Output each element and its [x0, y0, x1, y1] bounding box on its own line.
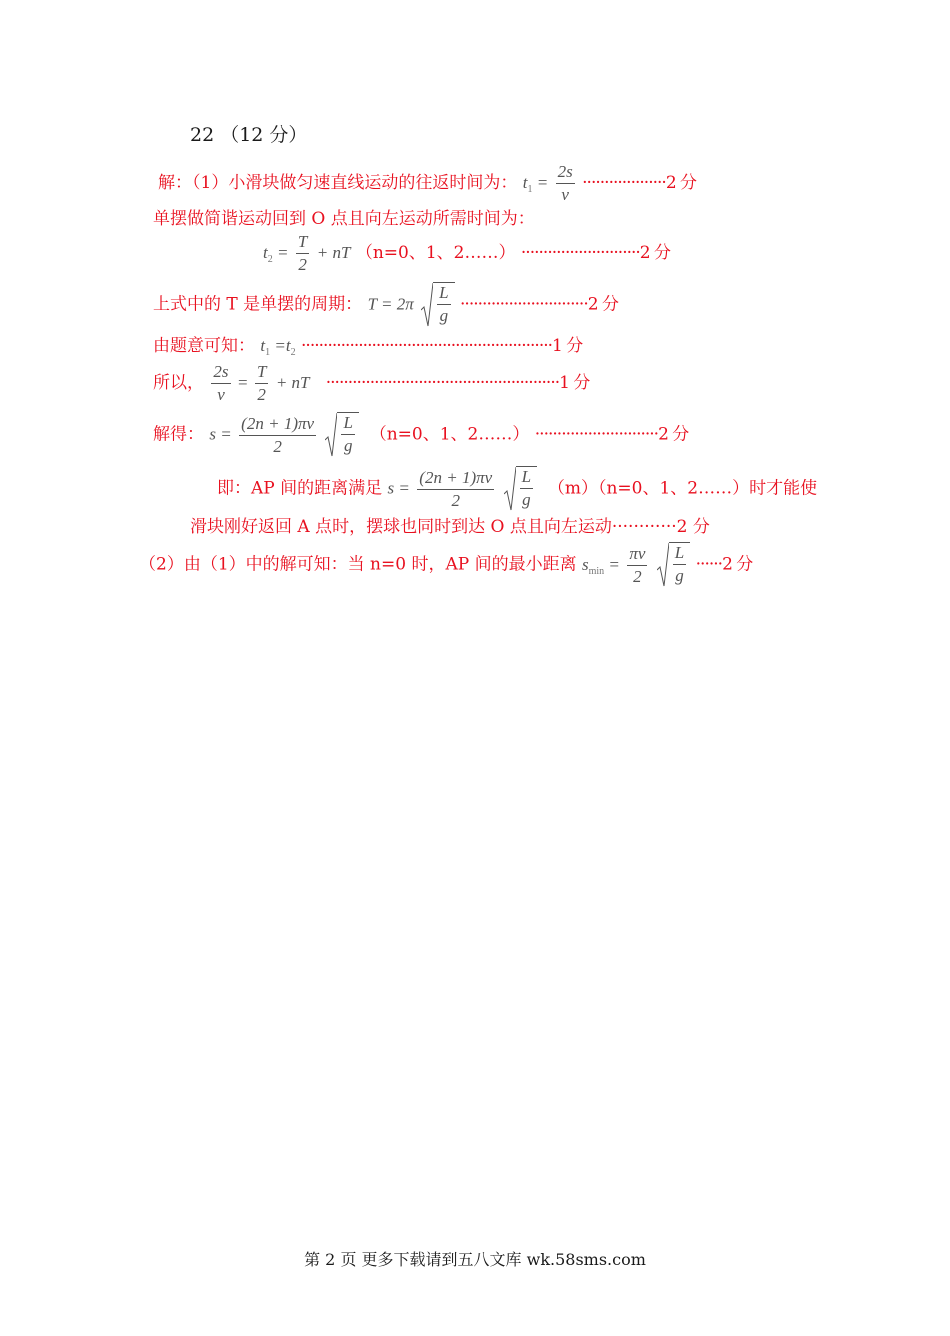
solution-line-1 [158, 162, 696, 205]
solution-line-10 [139, 542, 752, 588]
line-1-score: ···················2 分 [582, 173, 697, 193]
solution-line-2: 单摆做简谐运动回到 O 点且向左运动所需时间为： [153, 209, 535, 229]
formula-s: s = [209, 424, 232, 444]
formula-plus-nT: + nT [316, 243, 351, 262]
line-7-score: ····························2 分 [534, 424, 689, 445]
solution-line-4 [153, 282, 618, 328]
fraction-2s-over-v: $\frac{2s}{v}$ [557, 162, 573, 204]
solution-line-3 [263, 232, 670, 275]
line-8-text: 即：AP 间的距离满足 [217, 478, 383, 499]
line-7-text: 解得： [153, 424, 204, 445]
sqrt-L-over-g: $\frac{L}{g}$ [657, 542, 690, 588]
formula-t1-equals-t2: $t_1 =t_2$ [260, 336, 296, 358]
solution-line-7 [153, 412, 688, 458]
line-5-score: ·························································1 分 [301, 336, 583, 356]
formula-t1: $t_1$ = [522, 173, 549, 195]
line-7-condition: （n=0、1、2……） [369, 424, 530, 445]
line-4-text: 上式中的 T 是单摆的周期： [153, 294, 363, 315]
fraction-2s-over-v: $\frac{2s}{v}$ [213, 362, 229, 404]
formula-s: s = [387, 478, 410, 498]
formula-period: T = 2π [367, 294, 414, 314]
formula-smin: $s_{min}$ = [581, 554, 620, 577]
solution-line-6 [153, 362, 589, 405]
line-5-text: 由题意可知： [153, 336, 255, 356]
equals-sign: = [237, 373, 248, 392]
line-3-score: ···························2 分 [520, 243, 671, 263]
line-10-score: ······2 分 [695, 554, 753, 575]
question-heading: 22 （12 分） [190, 124, 308, 146]
line-6-score: ·····················································1 分 [325, 373, 590, 393]
line-1-text: 解：（1）小滑块做匀速直线运动的往返时间为： [158, 173, 518, 193]
line-3-condition: （n=0、1、2……） [355, 243, 516, 263]
solution-line-5 [153, 335, 582, 364]
line-10-text: （2）由（1）中的解可知：当 n=0 时，AP 间的最小距离 [139, 554, 577, 575]
sqrt-L-over-g: $\frac{L}{g}$ [325, 412, 358, 458]
formula-t2: $t_2$ = [263, 243, 289, 265]
line-8-tail: （m）（n=0、1、2……）时才能使 [547, 478, 818, 499]
sqrt-L-over-g: $\frac{L}{g}$ [421, 282, 454, 328]
fraction-T-over-2: $\frac{T}{2}$ [297, 232, 308, 274]
line-6-text: 所以， [153, 373, 204, 393]
sqrt-L-over-g: $\frac{L}{g}$ [504, 466, 537, 512]
fraction-2n-plus-1: $\frac{(2n + 1)\pi v}{2}$ [419, 467, 493, 510]
fraction-2n-plus-1: $\frac{(2n + 1)\pi v}{2}$ [241, 413, 315, 456]
fraction-piv-over-2: $\frac{\pi v}{2}$ [629, 543, 646, 586]
fraction-T-over-2: $\frac{T}{2}$ [256, 362, 267, 404]
formula-plus-nT: + nT [275, 373, 310, 392]
solution-line-9: 滑块刚好返回 A 点时，摆球也同时到达 O 点且向左运动············2 分 [190, 517, 710, 537]
page-footer: 第 2 页 更多下载请到五八文库 wk.58sms.com [304, 1250, 646, 1269]
solution-line-8 [217, 466, 817, 512]
line-4-score: ·····························2 分 [460, 294, 618, 315]
